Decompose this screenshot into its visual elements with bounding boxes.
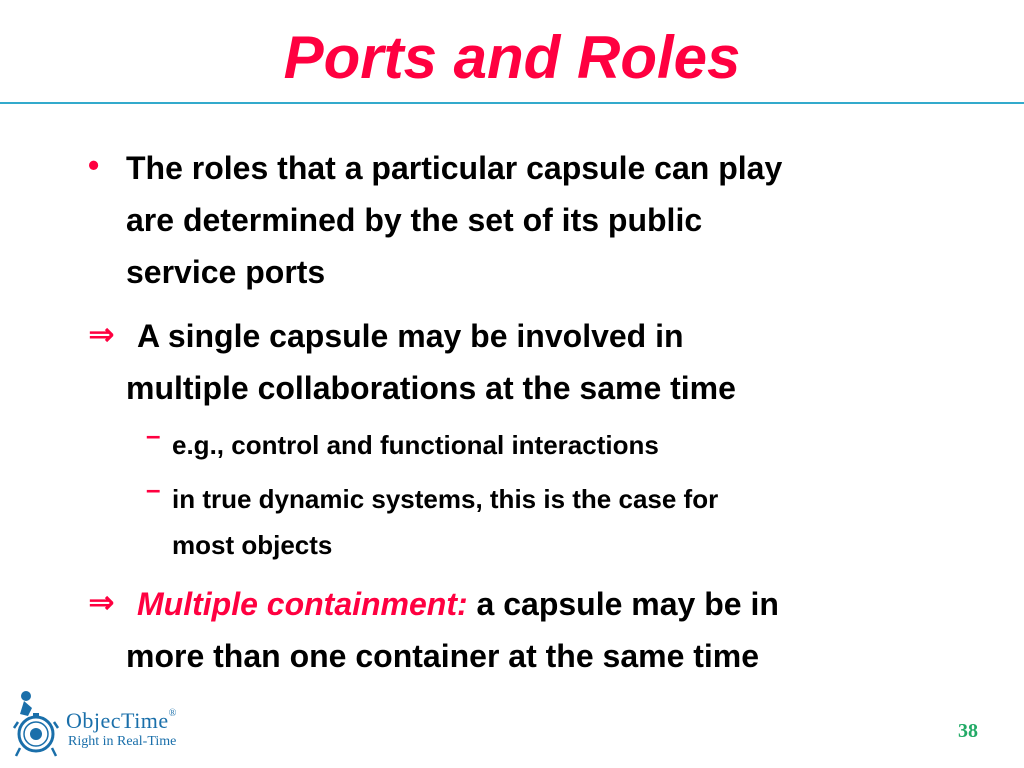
subitem2-line1: in true dynamic systems, this is the case for [172,484,719,514]
emphasis-text: Multiple containment: [137,586,468,622]
bullet3-line2: more than one container at the same time [126,638,760,674]
subitem2-line2: most objects [172,530,333,560]
bullet3-line1 [137,578,779,630]
arrow-marker: ⇒ [88,316,115,352]
sub-dash-marker: – [146,474,161,504]
logo-name-text: ObjecTime [66,708,169,733]
arrow-marker: ⇒ [88,584,115,620]
slide-title: Ports and Roles [283,24,741,91]
objectime-logo [10,688,200,760]
registered-mark: ® [168,708,177,719]
logo-tagline: Right in Real-Time [68,734,177,749]
stopwatch-figure-icon [10,688,66,760]
title-divider [0,102,1024,104]
bullet1-line1: The roles that a particular capsule can play [126,150,783,186]
logo-wordmark [66,708,177,734]
bullet1-line3: service ports [126,254,326,290]
bullet3-line1-rest: a capsule may be in [467,586,779,622]
subitem1-line1: e.g., control and functional interactions [172,430,659,460]
page-number: 38 [958,720,978,742]
sub-dash-marker: – [146,420,161,450]
bullet2-line1: A single capsule may be involved in [137,318,684,354]
bullet2-line2: multiple collaborations at the same time [126,370,736,406]
bullet-marker: • [88,147,100,183]
bullet1-line2: are determined by the set of its public [126,202,703,238]
